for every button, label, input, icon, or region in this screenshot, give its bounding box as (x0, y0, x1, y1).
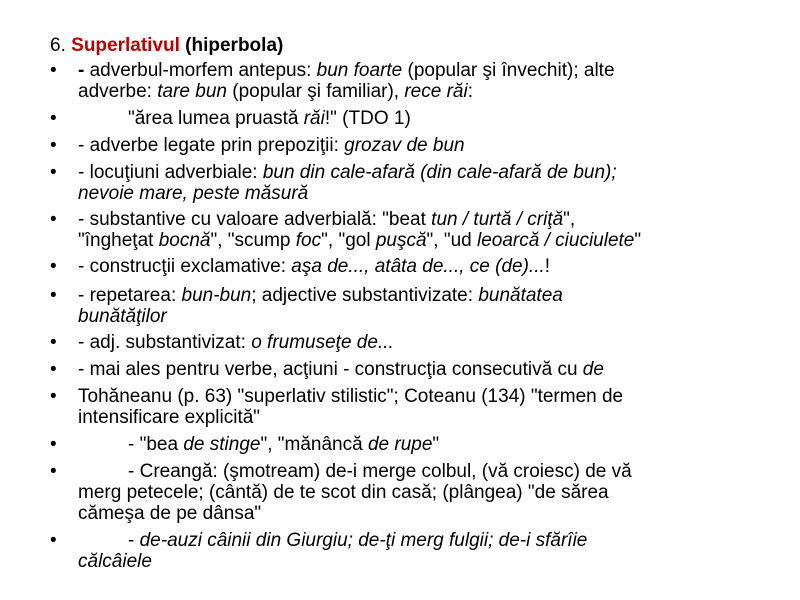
bullet-marker: • (50, 530, 57, 551)
text-segment: foc (295, 230, 322, 251)
list-item-line (78, 183, 758, 204)
text-segment: ; adjective substantivizate: (251, 285, 479, 306)
text-segment: " (634, 230, 642, 251)
text-segment: : (467, 81, 473, 102)
list-item-line (78, 407, 758, 428)
text-segment: adverbe: (78, 81, 158, 102)
list-item-line (78, 230, 758, 251)
text-segment: (popular şi familiar), (226, 81, 405, 102)
list-item-line (78, 285, 758, 306)
text-segment: - (78, 60, 90, 81)
list-item-line (78, 256, 758, 277)
text-segment: - adj. substantivizat: (78, 332, 252, 353)
text-segment: bun foarte (316, 60, 403, 81)
list-item-line (78, 209, 758, 230)
list-item-line (78, 60, 758, 81)
list-item-line (78, 135, 758, 156)
list-item-line (78, 108, 800, 129)
list-item-line (78, 386, 758, 407)
text-segment: !" (TDO 1) (324, 108, 411, 129)
text-segment: bocnă (158, 230, 211, 251)
bullet-marker: • (50, 461, 57, 482)
list-item-line (78, 162, 758, 183)
text-segment: - Creangă: (şmotream) de-i merge colbul, (vă croiesc) de vă (128, 461, 632, 482)
text-segment: - "bea (128, 434, 184, 455)
text-segment: - locuţiuni adverbiale: (78, 162, 263, 183)
list-item-line (78, 359, 758, 380)
list-item-line (78, 503, 758, 524)
bullet-marker: • (50, 359, 57, 380)
text-segment: ! (544, 256, 551, 277)
text-segment: aşa de..., atâta de..., ce (de)... (291, 256, 545, 277)
text-segment: nevoie mare, peste măsură (78, 183, 309, 204)
text-segment: intensificare explicită" (78, 407, 261, 428)
list-item-line (78, 434, 800, 455)
text-segment: puşcă (375, 230, 427, 251)
bullet-marker: • (50, 60, 57, 81)
list-item-line (78, 81, 758, 102)
text-segment: tun / turtă / criţă (431, 209, 564, 230)
text-segment: - mai ales pentru verbe, acţiuni - construcţia consecutivă cu (78, 359, 583, 380)
text-segment: de-auzi câinii din Giurgiu; de-ţi merg fulgii; de-i sfărîie (139, 530, 588, 551)
slide-title (50, 34, 283, 57)
text-segment: adverbul-morfem antepus: (89, 60, 317, 81)
title-paren: (hiperbola) (185, 35, 284, 56)
text-segment: grozav de bun (344, 135, 465, 156)
text-segment: bunătăţilor (78, 306, 167, 327)
text-segment: răi (303, 108, 325, 129)
text-segment: - construcţii exclamative: (78, 256, 292, 277)
text-segment: ", "gol (321, 230, 376, 251)
title-term: Superlativul (71, 35, 180, 56)
list-item-line (78, 306, 758, 327)
text-segment: de (582, 359, 604, 380)
text-segment: leoarcă / ciuciulete (477, 230, 635, 251)
text-segment: ", "ud (426, 230, 477, 251)
bullet-marker: • (50, 209, 57, 230)
text-segment: de stinge (183, 434, 261, 455)
text-segment: ", (563, 209, 576, 230)
bullet-marker: • (50, 285, 57, 306)
text-segment: merg petecele; (cântă) de te scot din casă; (plângea) "de sărea (78, 482, 609, 503)
text-segment: bun-bun (181, 285, 252, 306)
text-segment: rece răi (404, 81, 468, 102)
text-segment: bun din cale-afară (din cale-afară de bun); (262, 162, 617, 183)
text-segment: Tohăneanu (p. 63) "superlativ stilistic"; Coteanu (134) "termen de (78, 386, 624, 407)
bullet-marker: • (50, 135, 57, 156)
text-segment: tare bun (157, 81, 227, 102)
text-segment: o frumuseţe de... (251, 332, 394, 353)
bullet-marker: • (50, 434, 57, 455)
bullet-marker: • (50, 108, 57, 129)
text-segment: cămeşa de pe dânsa" (78, 503, 262, 524)
bullet-marker: • (50, 256, 57, 277)
list-item-line (78, 332, 758, 353)
text-segment: de rupe (367, 434, 433, 455)
text-segment: - repetarea: (78, 285, 182, 306)
bullet-marker: • (50, 332, 57, 353)
text-segment: "îngheţat (78, 230, 159, 251)
list-item-line (78, 530, 800, 551)
text-segment: ", "scump (210, 230, 296, 251)
list-item-line (78, 482, 758, 503)
text-segment: - (128, 530, 140, 551)
text-segment: - adverbe legate prin prepoziţii: (78, 135, 345, 156)
text-segment: "ărea lumea pruastă (128, 108, 304, 129)
list-item-line (78, 551, 758, 572)
text-segment: " (432, 434, 440, 455)
text-segment: (popular şi învechit); alte (402, 60, 615, 81)
list-item-line (78, 461, 800, 482)
bullet-marker: • (50, 386, 57, 407)
text-segment: călcâiele (78, 551, 152, 572)
text-segment: ", "mănâncă (260, 434, 368, 455)
text-segment: - substantive cu valoare adverbială: "beat (78, 209, 432, 230)
bullet-marker: • (50, 162, 57, 183)
title-number: 6. (50, 35, 66, 56)
text-segment: bunătatea (478, 285, 563, 306)
